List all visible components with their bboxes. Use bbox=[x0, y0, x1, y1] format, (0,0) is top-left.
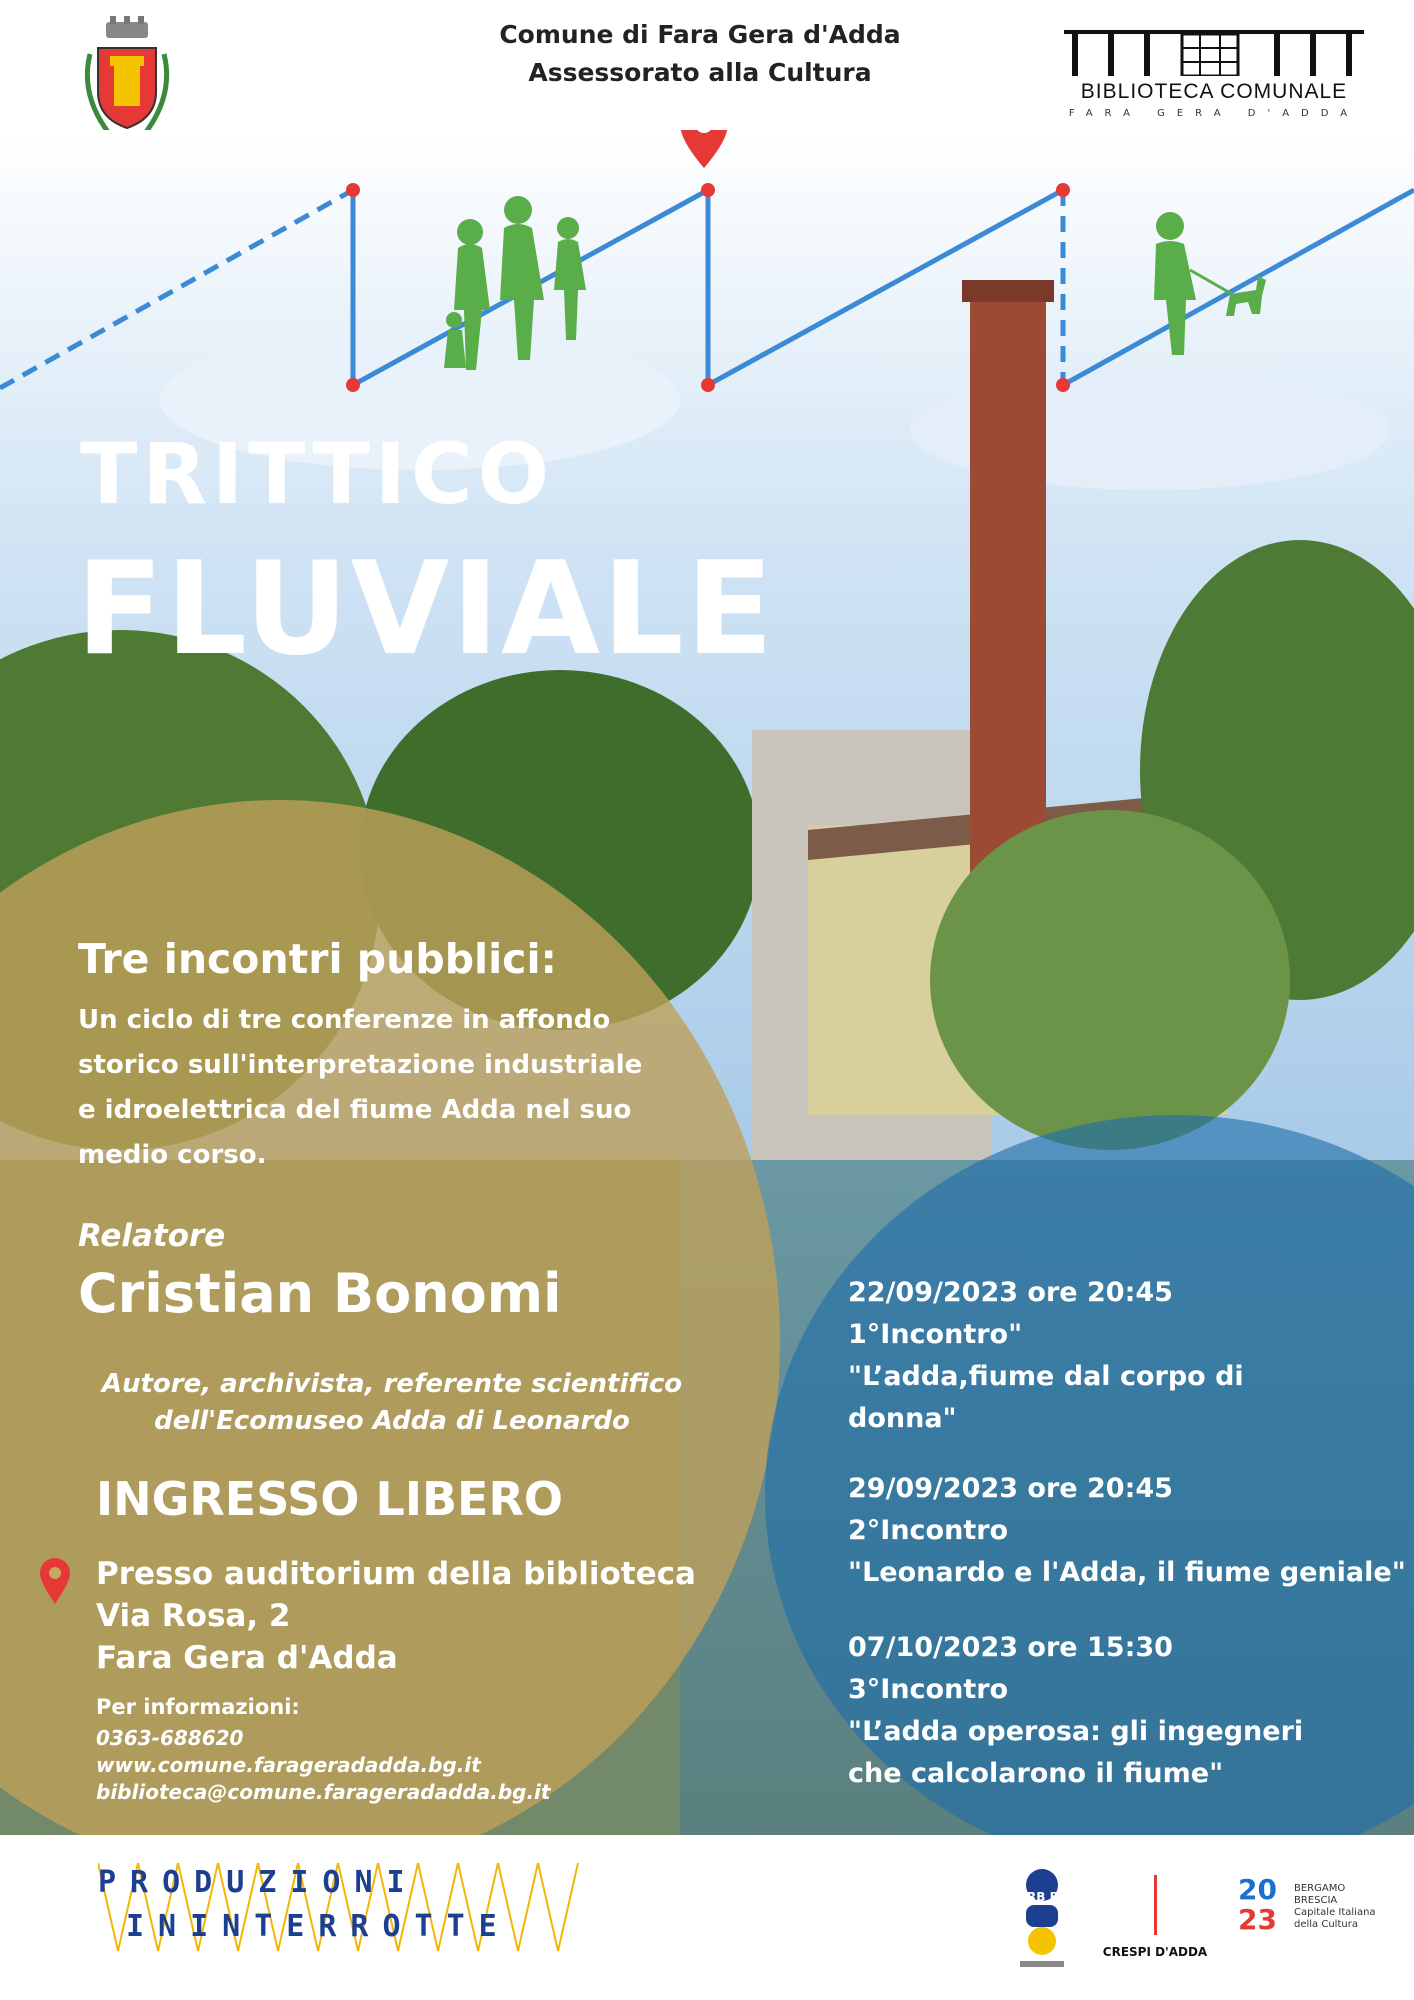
organizer-line-1: Comune di Fara Gera d'Adda bbox=[499, 20, 901, 49]
library-columns-icon bbox=[1064, 30, 1364, 76]
venue-address bbox=[96, 1553, 696, 1679]
contact-info bbox=[96, 1725, 550, 1806]
email-link[interactable]: biblioteca@comune.farageradadda.bg.it bbox=[96, 1780, 551, 1804]
speaker-name: Cristian Bonomi bbox=[78, 1262, 562, 1325]
capital-text: Capitale Italiana bbox=[1294, 1907, 1376, 1918]
location-pin-icon bbox=[40, 1558, 70, 1604]
phone-number[interactable]: 0363-688620 bbox=[96, 1726, 244, 1750]
organizer-line-2: Assessorato alla Cultura bbox=[528, 58, 872, 87]
map-pin-icon bbox=[680, 130, 728, 168]
crespi-label: CRESPI D'ADDA bbox=[1102, 1945, 1208, 1959]
website-link[interactable]: www.comune.farageradadda.bg.it bbox=[96, 1753, 481, 1777]
speaker-role bbox=[82, 1366, 702, 1440]
event-item bbox=[848, 1468, 1408, 1594]
capital-text: BERGAMO bbox=[1294, 1883, 1346, 1894]
event-item bbox=[848, 1272, 1408, 1440]
crespi-dadda-logo bbox=[1100, 1875, 1210, 1970]
event-date: 07/10/2023 ore 15:30 bbox=[848, 1632, 1173, 1663]
capital-year-bottom: 23 bbox=[1238, 1903, 1277, 1936]
capital-text: BRESCIA bbox=[1294, 1895, 1338, 1906]
library-name: BIBLIOTECA COMUNALE bbox=[1080, 80, 1348, 103]
entry-notice: INGRESSO LIBERO bbox=[96, 1472, 563, 1526]
event-item bbox=[848, 1627, 1408, 1795]
organizer-text bbox=[440, 16, 960, 92]
title-line-2: FLUVIALE bbox=[76, 535, 776, 684]
speaker-label: Relatore bbox=[78, 1218, 226, 1254]
description-line: medio corso. bbox=[78, 1140, 267, 1170]
capital-text: della Cultura bbox=[1294, 1919, 1358, 1930]
speaker-role-line-1: Autore, archivista, referente scientifico bbox=[101, 1369, 683, 1399]
speaker-role-line-2: dell'Ecomuseo Adda di Leonardo bbox=[154, 1406, 630, 1436]
library-logo bbox=[1064, 30, 1364, 124]
event-number: 1°Incontro" bbox=[848, 1319, 1023, 1350]
event-title: donna" bbox=[848, 1403, 957, 1434]
intro-heading: Tre incontri pubblici: bbox=[78, 935, 557, 983]
intro-description bbox=[78, 998, 678, 1178]
bergamo-brescia-logo bbox=[1238, 1875, 1378, 1960]
address-line-2: Via Rosa, 2 bbox=[96, 1598, 291, 1634]
event-title: "Leonardo e l'Adda, il fiume geniale" bbox=[848, 1557, 1406, 1588]
logo-line-1: PRODUZIONI bbox=[98, 1865, 419, 1900]
event-number: 2°Incontro bbox=[848, 1515, 1009, 1546]
footer bbox=[0, 1835, 1414, 2000]
municipal-crest-icon bbox=[78, 14, 176, 142]
event-title: che calcolarono il fiume" bbox=[848, 1758, 1224, 1789]
description-line: e idroelettrica del fiume Adda nel suo bbox=[78, 1095, 632, 1125]
rb-label: RB BG bbox=[1027, 1890, 1069, 1904]
produzioni-ininterrotte-logo bbox=[98, 1863, 588, 1951]
event-date: 29/09/2023 ore 20:45 bbox=[848, 1473, 1173, 1504]
address-line-1: Presso auditorium della biblioteca bbox=[96, 1556, 696, 1592]
description-line: Un ciclo di tre conferenze in affondo bbox=[78, 1005, 611, 1035]
event-number: 3°Incontro bbox=[848, 1674, 1009, 1705]
title-line-1: TRITTICO bbox=[80, 425, 555, 523]
library-subtitle: FARA GERA D'ADDA bbox=[1068, 108, 1360, 119]
event-title: "L’adda,fiume dal corpo di bbox=[848, 1361, 1244, 1392]
family-walking-icon bbox=[440, 190, 610, 390]
capital-year-top: 20 bbox=[1238, 1873, 1277, 1906]
event-date: 22/09/2023 ore 20:45 bbox=[848, 1277, 1173, 1308]
rete-bibliotecaria-logo-icon bbox=[1012, 1865, 1072, 1973]
logo-line-2: ININTERROTTE bbox=[126, 1909, 511, 1944]
description-line: storico sull'interpretazione industriale bbox=[78, 1050, 643, 1080]
crespi-red-bar bbox=[1154, 1875, 1157, 1935]
address-line-3: Fara Gera d'Adda bbox=[96, 1640, 398, 1676]
info-title: Per informazioni: bbox=[96, 1695, 300, 1719]
person-walking-dog-icon bbox=[1140, 210, 1270, 355]
event-title: "L’adda operosa: gli ingegneri bbox=[848, 1716, 1304, 1747]
